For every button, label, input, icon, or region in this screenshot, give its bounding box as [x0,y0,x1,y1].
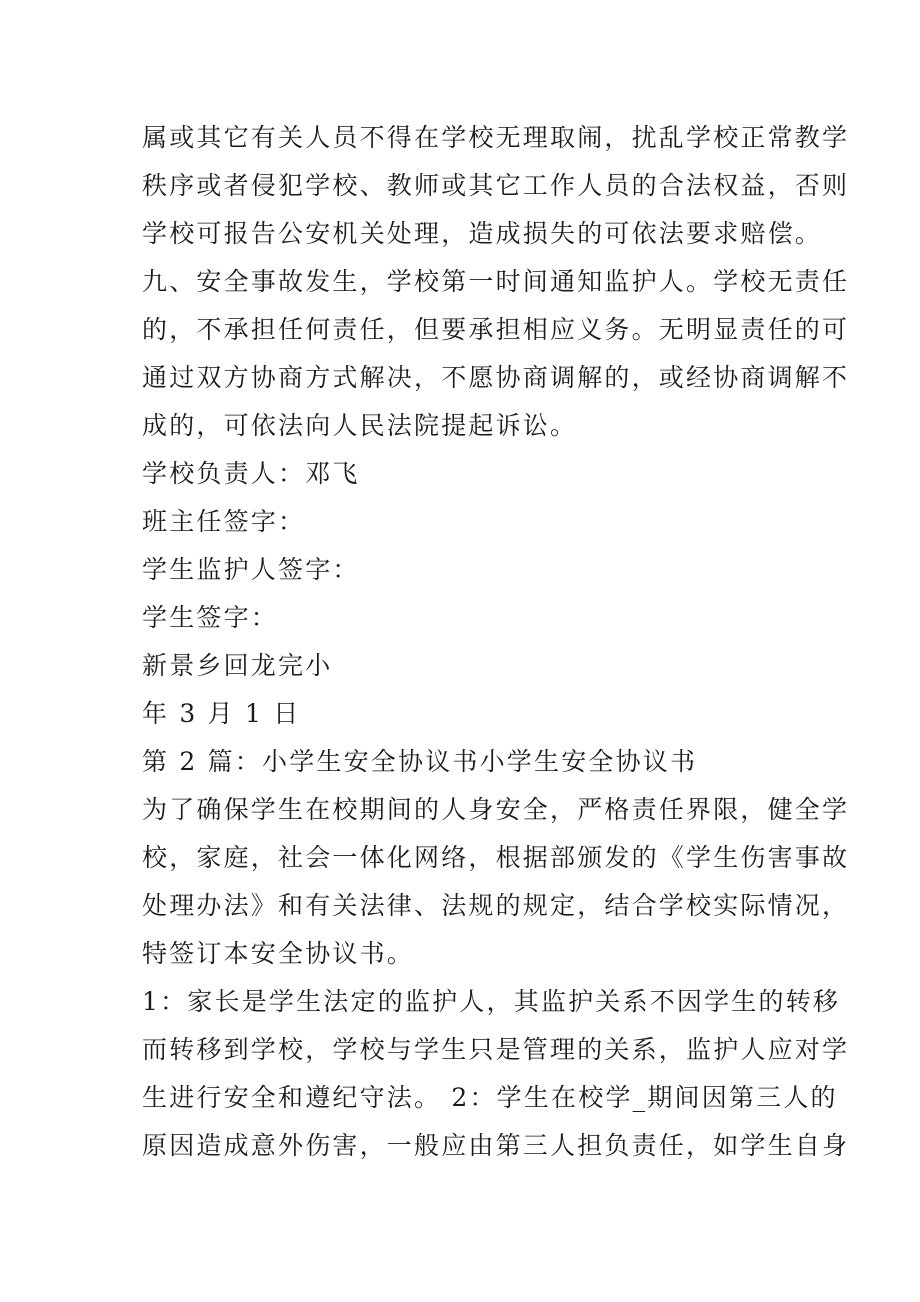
text-line: 原因造成意外伤害，一般应由第三人担负责任，如学生自身 [142,1131,850,1160]
text-line: 属或其它有关人员不得在学校无理取闹，扰乱学校正常教学 [142,123,850,152]
text-line: 秩序或者侵犯学校、教师或其它工作人员的合法权益，否则 [142,171,850,200]
text-line: 通过双方协商方式解决，不愿协商调解的，或经协商调解不 [142,363,850,392]
text-line: 的，不承担任何责任，但要承担相应义务。无明显责任的可 [142,315,850,344]
text-line: 特签订本安全协议书。 [142,939,415,968]
text-line: 九、安全事故发生，学校第一时间通知监护人。学校无责任 [142,267,850,296]
school-name-line: 新景乡回龙完小 [142,651,333,680]
text-line: 处理办法》和有关法律、法规的规定，结合学校实际情况， [142,891,850,920]
text-line: 为了确保学生在校期间的人身安全，严格责任界限，健全学 [142,795,850,824]
guardian-signature-line: 学生监护人签字： [142,555,360,584]
text-line: 学校可报告公安机关处理，造成损失的可依法要求赔偿。 [142,219,823,248]
document-body [142,114,850,1170]
text-line: 校，家庭，社会一体化网络，根据部颁发的《学生伤害事故 [142,843,850,872]
date-line: 年 3 月 1 日 [142,699,301,728]
text-line: 生进行安全和遵纪守法。 2：学生在校学_期间因第三人的 [142,1083,838,1112]
text-line: 1：家长是学生法定的监护人，其监护关系不因学生的转移 [142,987,841,1016]
head-teacher-signature-line: 班主任签字： [142,507,306,536]
text-line: 而转移到学校，学校与学生只是管理的关系，监护人应对学 [142,1035,850,1064]
text-line: 成的，可依法向人民法院提起诉讼。 [142,411,578,440]
section-heading: 第 2 篇：小学生安全协议书小学生安全协议书 [142,747,698,776]
school-principal-line: 学校负责人：邓飞 [142,459,360,488]
student-signature-line: 学生签字： [142,603,279,632]
